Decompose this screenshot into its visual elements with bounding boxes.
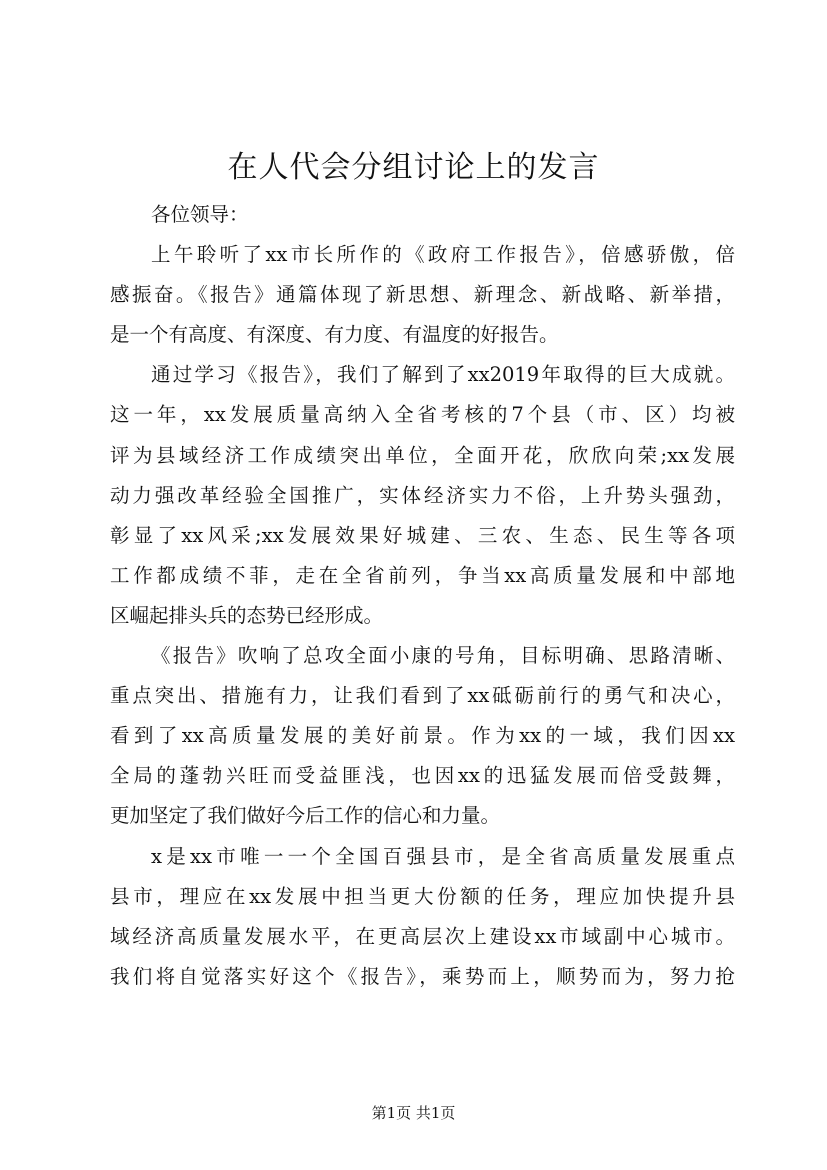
text-line: 感振奋。《报告》通篇体现了新思想、新理念、新战略、新举措，: [110, 283, 735, 307]
text-line: 县市，理应在xx发展中担当更大份额的任务，理应加快提升县: [110, 884, 735, 908]
text-line: 通过学习《报告》，我们了解到了xx2019年取得的巨大成就。: [151, 363, 735, 387]
text-line: 域经济高质量发展水平，在更高层次上建设xx市域副中心城市。: [110, 924, 735, 948]
text-line: 上午聆听了xx市长所作的《政府工作报告》，倍感骄傲，倍: [151, 243, 735, 267]
text-line: 是一个有高度、有深度、有力度、有温度的好报告。: [110, 323, 559, 347]
text-line: 工作都成绩不菲，走在全省前列，争当xx高质量发展和中部地: [110, 563, 735, 587]
text-line: 区崛起排头兵的态势已经形成。: [110, 603, 384, 627]
text-line: 评为县域经济工作成绩突出单位，全面开花，欣欣向荣;xx发展: [110, 443, 735, 467]
text-line: 我们将自觉落实好这个《报告》，乘势而上，顺势而为，努力抢: [110, 964, 735, 988]
text-line: 全局的蓬勃兴旺而受益匪浅，也因xx的迅猛发展而倍受鼓舞，: [110, 764, 735, 788]
text-line: 更加坚定了我们做好今后工作的信心和力量。: [110, 804, 501, 828]
page-footer: 第1页 共1页: [371, 1104, 456, 1122]
text-line: x是xx市唯一一个全国百强县市，是全省高质量发展重点: [151, 844, 735, 868]
text-line: 各位领导：: [151, 203, 249, 226]
text-line: 看到了xx高质量发展的美好前景。作为xx的一域，我们因xx: [110, 724, 735, 748]
text-line: 彰显了xx风采;xx发展效果好城建、三农、生态、民生等各项: [110, 523, 735, 547]
text-line: 重点突出、措施有力，让我们看到了xx砥砺前行的勇气和决心，: [110, 684, 735, 708]
document-body: [110, 195, 735, 997]
text-line: 这一年，xx发展质量高纳入全省考核的7个县（市、区）均被: [110, 403, 735, 427]
text-line: 动力强改革经验全国推广，实体经济实力不俗，上升势头强劲，: [110, 483, 735, 507]
document-title: 在人代会分组讨论上的发言: [227, 150, 600, 185]
text-line: 《报告》吹响了总攻全面小康的号角，目标明确、思路清晰、: [151, 644, 735, 668]
